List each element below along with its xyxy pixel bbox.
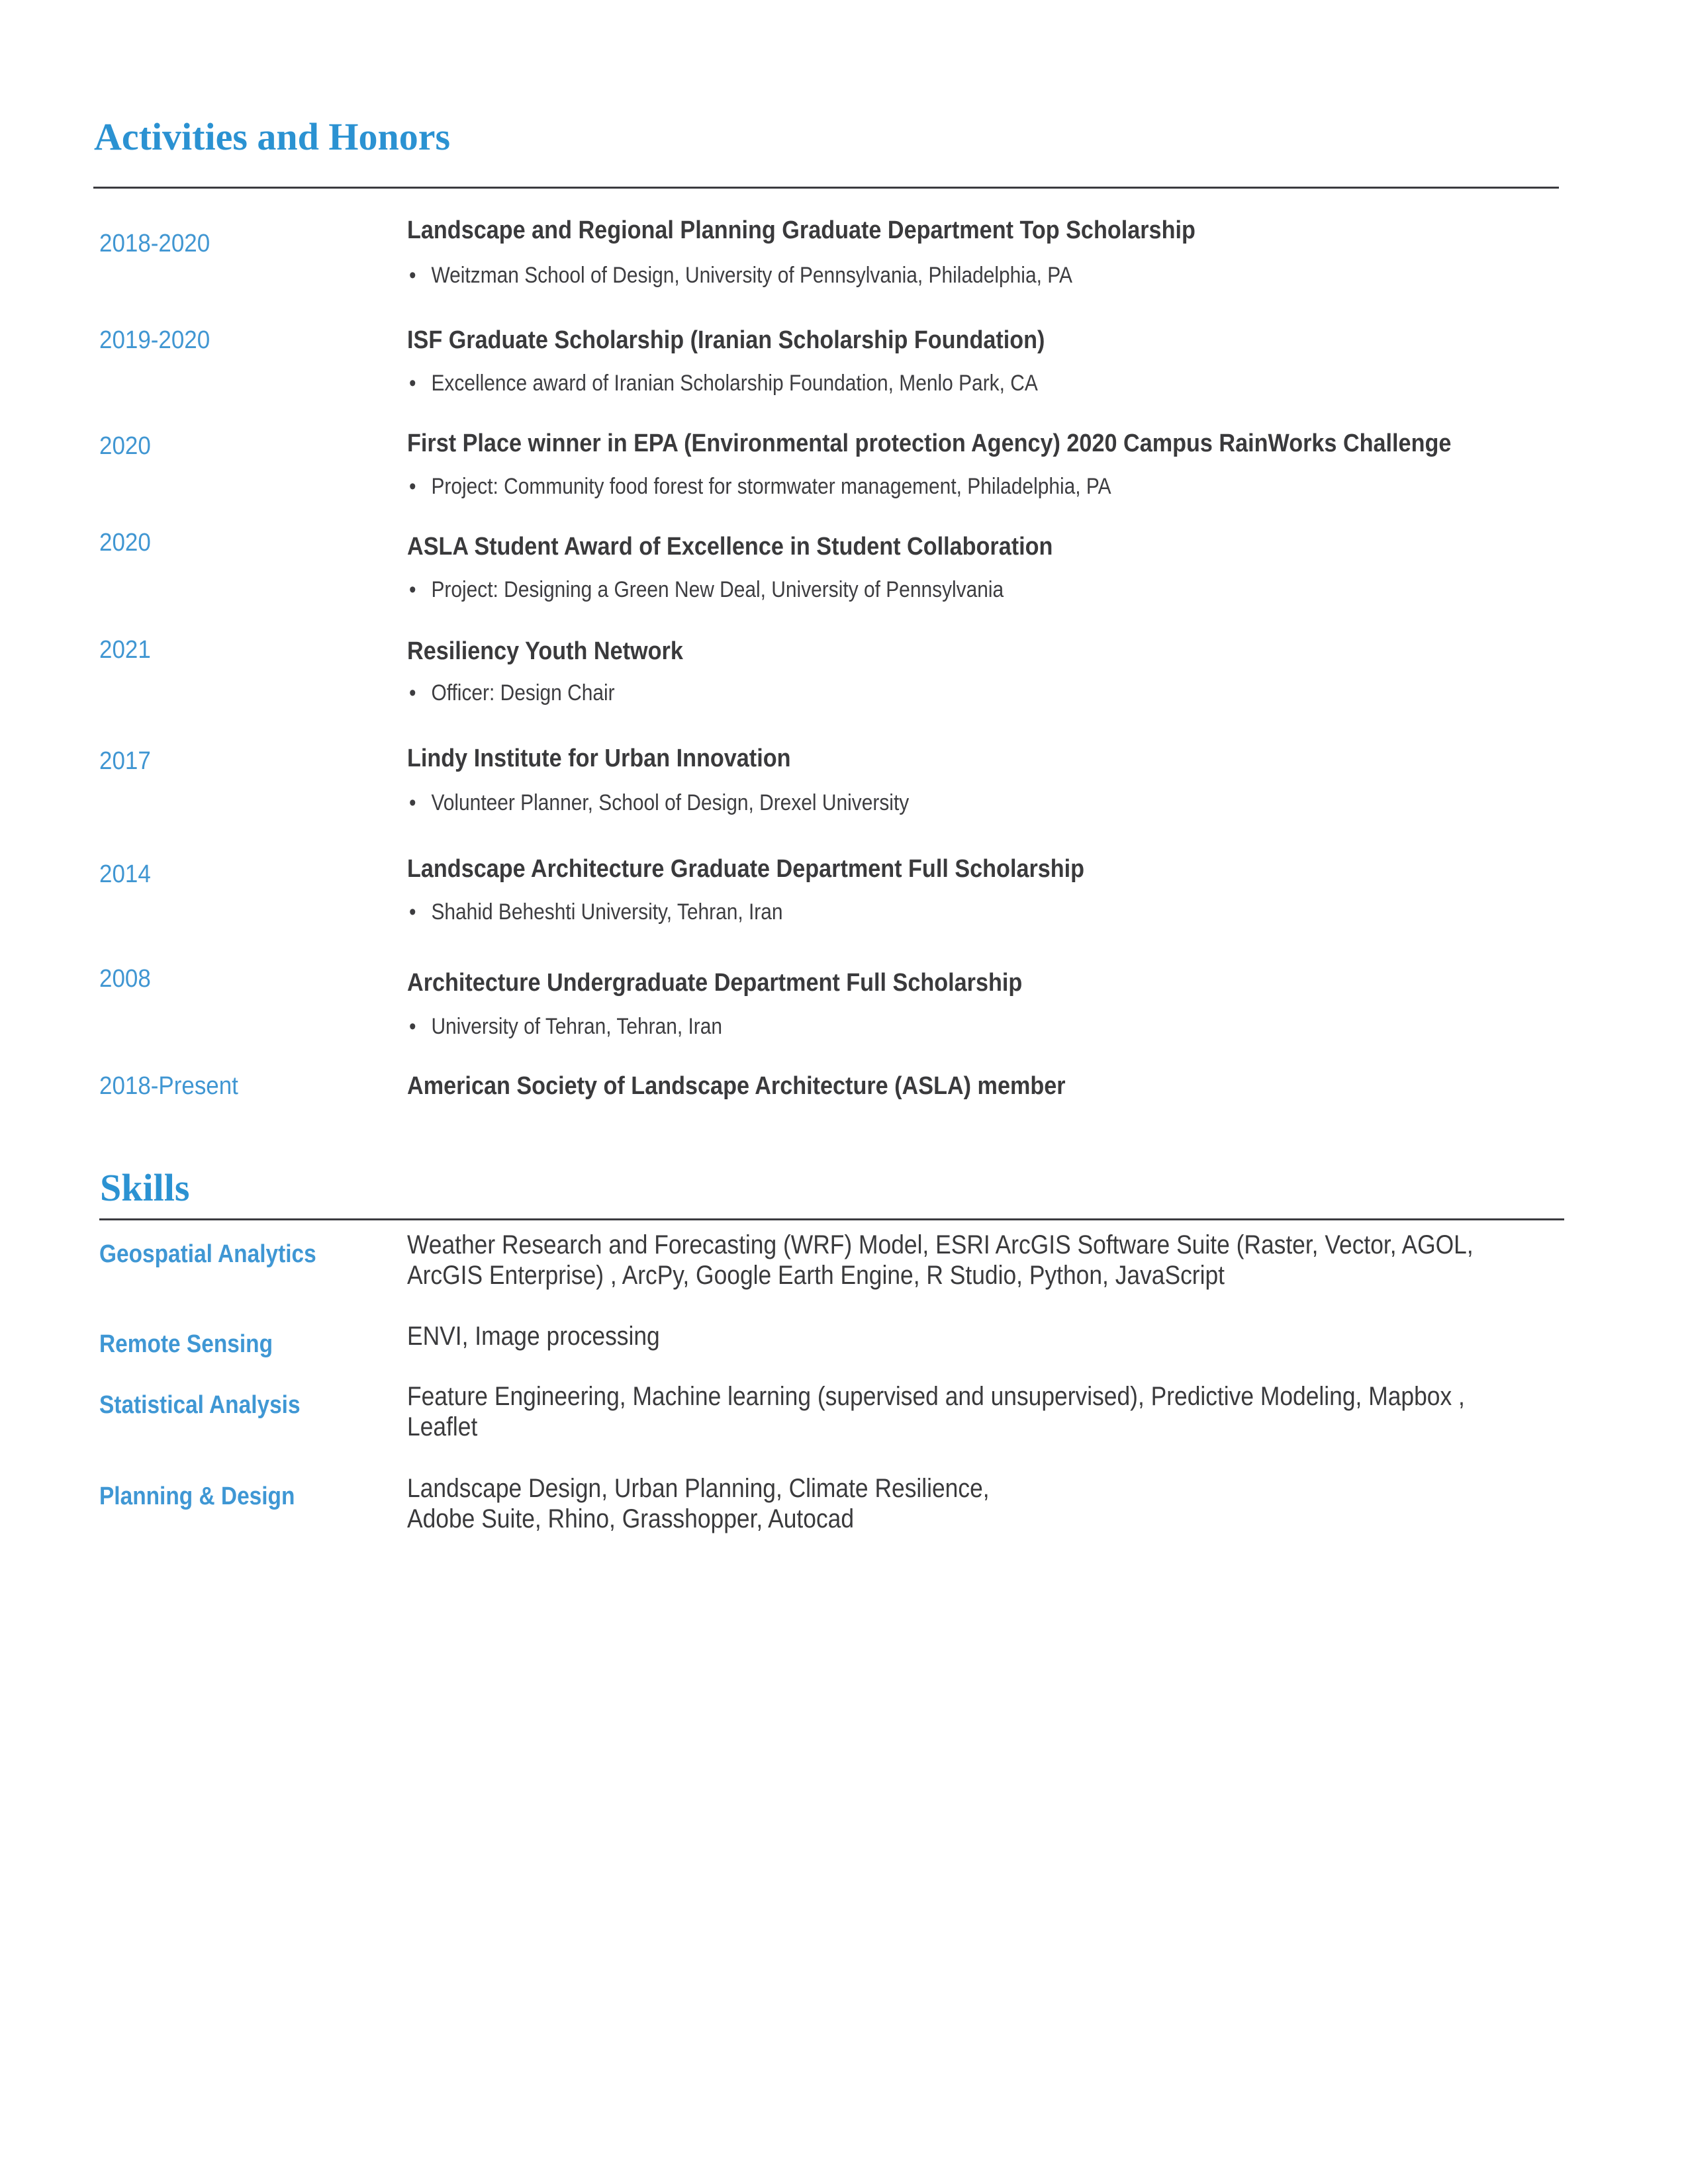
skill-line: ENVI, Image processing (407, 1322, 660, 1351)
activity-date: 2017 (99, 747, 151, 775)
activity-detail (409, 901, 783, 923)
activity-date: 2008 (99, 965, 151, 993)
activity-detail (409, 264, 1072, 287)
activity-date: 2021 (99, 636, 151, 664)
bullet-icon: • (409, 790, 416, 815)
bullet-icon: • (409, 371, 416, 396)
activity-detail (409, 1015, 722, 1038)
activity-detail (409, 578, 1004, 601)
activity-title: ASLA Student Award of Excellence in Student Collaboration (407, 533, 1053, 561)
activity-date: 2019-2020 (99, 326, 211, 354)
skills-divider (99, 1218, 1564, 1220)
activity-title: Architecture Undergraduate Department Full Scholarship (407, 969, 1023, 997)
activities-divider (93, 187, 1559, 189)
activity-detail-text: Shahid Beheshti University, Tehran, Iran (431, 899, 783, 925)
bullet-icon: • (409, 680, 416, 705)
skill-line: Feature Engineering, Machine learning (supervised and unsupervised), Predictive Modeling, Mapbox , (407, 1382, 1465, 1411)
skill-line: Adobe Suite, Rhino, Grasshopper, Autocad (407, 1504, 855, 1533)
activities-heading: Activities and Honors (94, 115, 451, 158)
activity-title: Landscape Architecture Graduate Department Full Scholarship (407, 855, 1085, 883)
skill-category: Statistical Analysis (99, 1391, 301, 1419)
activity-date: 2020 (99, 529, 151, 557)
bullet-icon: • (409, 263, 416, 288)
activity-detail (409, 475, 1111, 498)
activity-title: First Place winner in EPA (Environmental protection Agency) 2020 Campus RainWorks Challenge (407, 430, 1452, 457)
activity-detail-text: Project: Designing a Green New Deal, University of Pennsylvania (431, 577, 1004, 602)
activity-title: Resiliency Youth Network (407, 637, 683, 665)
activity-detail-text: University of Tehran, Tehran, Iran (431, 1014, 723, 1039)
skill-line: Leaflet (407, 1412, 478, 1441)
activity-detail (409, 372, 1038, 394)
skill-category: Planning & Design (99, 1482, 295, 1510)
activity-detail (409, 792, 909, 814)
skill-category: Geospatial Analytics (99, 1240, 316, 1268)
activity-date: 2020 (99, 432, 151, 460)
skill-list (407, 1230, 1550, 1291)
activity-title: ISF Graduate Scholarship (Iranian Scholarship Foundation) (407, 326, 1045, 354)
activity-detail-text: Weitzman School of Design, University of Pennsylvania, Philadelphia, PA (431, 263, 1072, 288)
skill-line: ArcGIS Enterprise) , ArcPy, Google Earth Engine, R Studio, Python, JavaScript (407, 1261, 1225, 1290)
activity-detail-text: Volunteer Planner, School of Design, Drexel University (431, 790, 910, 815)
bullet-icon: • (409, 474, 416, 499)
skills-heading: Skills (100, 1166, 190, 1209)
skill-list (407, 1473, 1550, 1534)
skill-line: Weather Research and Forecasting (WRF) Model, ESRI ArcGIS Software Suite (Raster, Vector, AGOL, (407, 1230, 1474, 1259)
activity-title: American Society of Landscape Architecture (ASLA) member (407, 1072, 1066, 1100)
activity-date: 2014 (99, 860, 151, 888)
skill-line: Landscape Design, Urban Planning, Climate Resilience, (407, 1474, 990, 1503)
bullet-icon: • (409, 1014, 416, 1039)
activity-date: 2018-Present (99, 1072, 238, 1100)
activity-detail-text: Project: Community food forest for stormwater management, Philadelphia, PA (431, 474, 1111, 499)
activity-title: Landscape and Regional Planning Graduate Department Top Scholarship (407, 216, 1196, 244)
skill-list (407, 1321, 1550, 1351)
activity-date: 2018-2020 (99, 230, 211, 257)
skill-list (407, 1381, 1550, 1442)
activity-detail-text: Officer: Design Chair (431, 680, 615, 705)
activity-detail-text: Excellence award of Iranian Scholarship Foundation, Menlo Park, CA (431, 371, 1038, 396)
bullet-icon: • (409, 899, 416, 925)
activity-title: Lindy Institute for Urban Innovation (407, 745, 791, 772)
activity-detail (409, 682, 615, 704)
skill-category: Remote Sensing (99, 1330, 273, 1358)
bullet-icon: • (409, 577, 416, 602)
